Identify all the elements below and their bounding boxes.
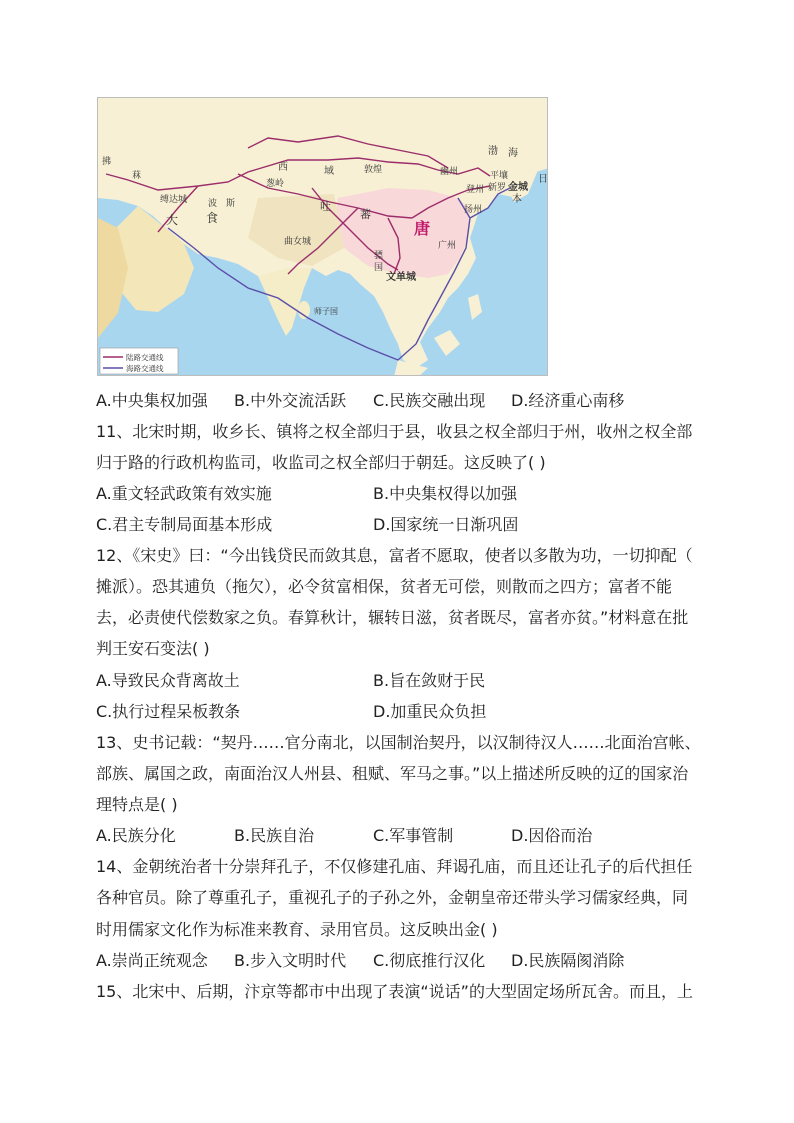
label-fu: 拂 [102, 157, 112, 167]
q14-option-d: D.民族隔阂消除 [511, 951, 625, 970]
label-ri: 日 [538, 174, 548, 185]
label-baodacheng: 缚达城 [160, 195, 188, 205]
label-tu: 吐 [320, 200, 331, 213]
map-graphic [98, 98, 548, 376]
legend-land-route: 陆路交通线 [126, 353, 164, 362]
label-bo: 波 [208, 199, 218, 209]
q12-option-a: A.导致民众背离故土 [96, 671, 240, 690]
label-pingrang: 平壤 [490, 171, 509, 181]
q10-option-d: D.经济重心南移 [511, 391, 625, 410]
q12-option-d: D.加重民众负担 [373, 702, 487, 721]
q13-stem-line-2: 部族、属国之政，南面治汉人州县、租赋、军马之事。”以上描述所反映的辽的国家治 [96, 764, 689, 783]
label-yangzhou: 扬州 [464, 205, 483, 215]
label-dengzhou: 登州 [466, 185, 485, 195]
q12-stem-line-2: 摊派）。恐其逋负（拖欠），必令贫富相保，贫者无可偿，则散而之四方；富者不能 [96, 577, 673, 596]
q13-option-b: B.民族自治 [234, 826, 315, 845]
label-qunvcheng: 曲女城 [284, 237, 312, 247]
q12-stem-line-4: 判王安石变法( ) [96, 639, 210, 658]
q14-stem-line-1: 14、金朝统治者十分崇拜孔子，不仅修建孔庙、拜谒孔庙，而且还让孔子的后代担任 [96, 857, 693, 876]
label-si: 斯 [226, 199, 236, 209]
label-bohai-2: 海 [508, 148, 518, 159]
q13-option-a: A.民族分化 [96, 826, 176, 845]
q10-option-a: A.中央集权加强 [96, 391, 208, 410]
q11-option-a: A.重文轻武政策有效实施 [96, 484, 272, 503]
legend-sea-route: 海路交通线 [126, 364, 164, 373]
q13-stem-line-1: 13、史书记载：“契丹……官分南北，以国制治契丹，以汉制待汉人……北面治宫帐、 [96, 733, 701, 752]
q13-stem-line-3: 理特点是( ) [96, 795, 178, 814]
q14-option-a: A.崇尚正统观念 [96, 951, 208, 970]
label-piao: 骠 [374, 251, 384, 261]
label-shiziguo: 师子国 [314, 307, 338, 316]
q15-stem-line-1: 15、北宋中、后期，汴京等都市中出现了表演“说话”的大型固定场所瓦舍。而且，上 [96, 982, 693, 1001]
q14-stem-line-2: 各种官员。除了尊重孔子，重视孔子的子孙之外，金朝皇帝还带头学习儒家经典，同 [96, 888, 689, 907]
q13-option-d: D.因俗而治 [511, 826, 593, 845]
q12-stem-line-1: 12、《宋史》曰：“今出钱贷民而敛其息，富者不愿取，使者以多散为功，一切抑配（ [96, 546, 693, 565]
tang-trade-routes-map [97, 97, 548, 376]
q11-option-d: D.国家统一日渐巩固 [373, 515, 519, 534]
label-congling: 葱岭 [266, 179, 285, 189]
label-yu: 域 [324, 166, 334, 177]
q11-option-c: C.君主专制局面基本形成 [96, 515, 273, 534]
q12-option-b: B.旨在敛财于民 [373, 671, 486, 690]
q10-option-c: C.民族交融出现 [373, 391, 486, 410]
label-wendancheng: 文单城 [386, 272, 416, 283]
q11-stem-line-1: 11、北宋时期，收乡长、镇将之权全部归于县，收县之权全部归于州，收州之权全部 [96, 422, 693, 441]
label-bo2: 蕃 [360, 208, 371, 221]
q12-stem-line-3: 去，必责使代偿数家之负。春算秋计，辗转日滋，贫者既尽，富者亦贫。”材料意在批 [96, 608, 689, 627]
q10-option-b: B.中外交流活跃 [234, 391, 347, 410]
map-legend [100, 348, 178, 374]
q11-option-b: B.中央集权得以加强 [373, 484, 518, 503]
q12-option-c: C.执行过程呆板教条 [96, 702, 241, 721]
label-xi: 西 [278, 162, 288, 173]
label-bohai-1: 渤 [488, 146, 498, 157]
label-youzhou: 幽州 [440, 167, 459, 177]
label-xinluo: 新罗 [488, 183, 507, 193]
label-shi: 食 [206, 211, 219, 225]
q11-stem-line-2: 归于路的行政机构监司，收监司之权全部归于朝廷。这反映了( ) [96, 453, 546, 472]
q14-stem-line-3: 时用儒家文化作为标准来教育、录用官员。这反映出金( ) [96, 920, 498, 939]
label-jincheng: 金城 [508, 182, 528, 193]
q14-option-c: C.彻底推行汉化 [373, 951, 486, 970]
label-dunhuang: 敦煌 [364, 165, 383, 175]
label-ben: 本 [512, 194, 522, 205]
q13-option-c: C.军事管制 [373, 826, 454, 845]
label-guangzhou: 广州 [438, 241, 457, 251]
label-lin: 菻 [132, 171, 142, 181]
label-da: 大 [166, 213, 179, 227]
label-guo: 国 [374, 263, 384, 273]
q14-option-b: B.步入文明时代 [234, 951, 347, 970]
label-tang: 唐 [414, 219, 431, 238]
